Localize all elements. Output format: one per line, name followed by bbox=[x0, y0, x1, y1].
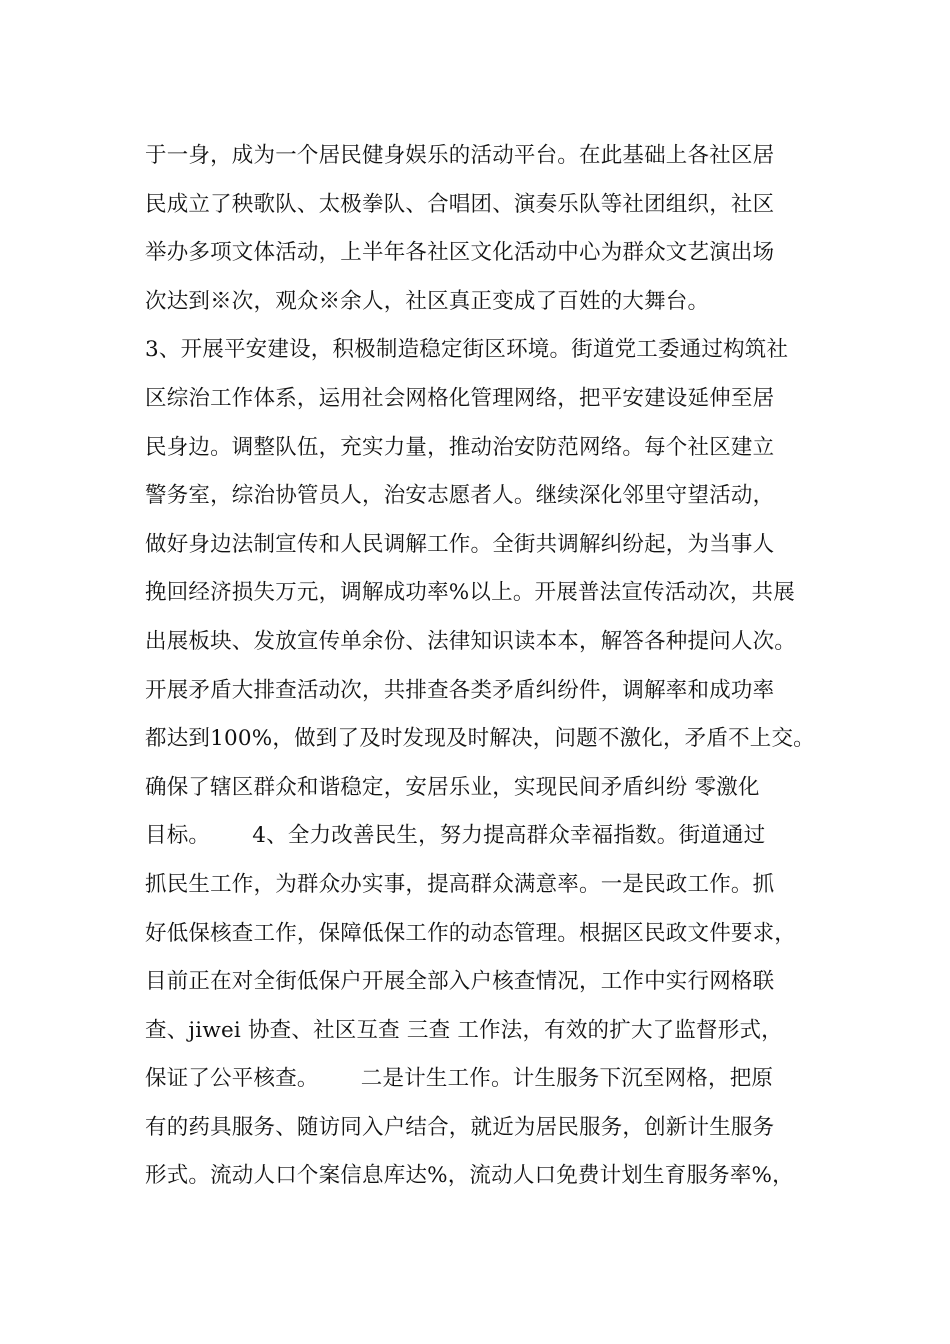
body-text bbox=[145, 132, 845, 1201]
text-line-19: 查、jiwei 协查、社区互查 三查 工作法，有效的扩大了监督形式， bbox=[145, 1017, 783, 1043]
text-line-2: 民成立了秧歌队、太极拳队、合唱团、演奏乐队等社团组织，社区 bbox=[145, 191, 775, 217]
text-line-17: 好低保核查工作，保障低保工作的动态管理。根据区民政文件要求， bbox=[145, 920, 797, 946]
text-line-13: 都达到100%，做到了及时发现及时解决，问题不激化，矛盾不上交。 bbox=[145, 726, 815, 752]
text-line-16: 抓民生工作，为群众办实事，提高群众满意率。一是民政工作。抓 bbox=[145, 871, 775, 897]
text-line-21: 有的药具服务、随访同入户结合，就近为居民服务，创新计生服务 bbox=[145, 1114, 775, 1140]
text-line-18: 目前正在对全街低保户开展全部入户核查情况，工作中实行网格联 bbox=[145, 969, 775, 995]
text-line-8: 警务室，综治协管员人，治安志愿者人。继续深化邻里守望活动， bbox=[145, 483, 775, 509]
text-line-6: 区综治工作体系，运用社会网格化管理网络，把平安建设延伸至居 bbox=[145, 385, 775, 411]
text-line-9: 做好身边法制宣传和人民调解工作。全街共调解纠纷起，为当事人 bbox=[145, 531, 775, 557]
text-line-14: 确保了辖区群众和谐稳定，安居乐业，实现民间矛盾纠纷 零激化 bbox=[145, 774, 760, 800]
text-line-15: 目标。 4、全力改善民生，努力提高群众幸福指数。街道通过 bbox=[145, 823, 766, 849]
text-line-3: 举办多项文体活动，上半年各社区文化活动中心为群众文艺演出场 bbox=[145, 240, 775, 266]
text-line-10: 挽回经济损失万元，调解成功率%以上。开展普法宣传活动次，共展 bbox=[145, 580, 795, 606]
text-line-12: 开展矛盾大排查活动次，共排查各类矛盾纠纷件，调解率和成功率 bbox=[145, 677, 775, 703]
text-line-20: 保证了公平核查。 二是计生工作。计生服务下沉至网格，把原 bbox=[145, 1066, 774, 1092]
text-line-5: 3、开展平安建设，积极制造稳定街区环境。街道党工委通过构筑社 bbox=[145, 337, 789, 363]
text-line-4: 次达到※次，观众※余人，社区真正变成了百姓的大舞台。 bbox=[145, 288, 710, 314]
text-line-7: 民身边。调整队伍，充实力量，推动治安防范网络。每个社区建立 bbox=[145, 434, 775, 460]
text-line-22: 形式。流动人口个案信息库达%，流动人口免费计划生育服务率%， bbox=[145, 1163, 794, 1189]
text-line-11: 出展板块、发放宣传单余份、法律知识读本本，解答各种提问人次。 bbox=[145, 628, 797, 654]
text-line-1: 于一身，成为一个居民健身娱乐的活动平台。在此基础上各社区居 bbox=[145, 143, 775, 168]
